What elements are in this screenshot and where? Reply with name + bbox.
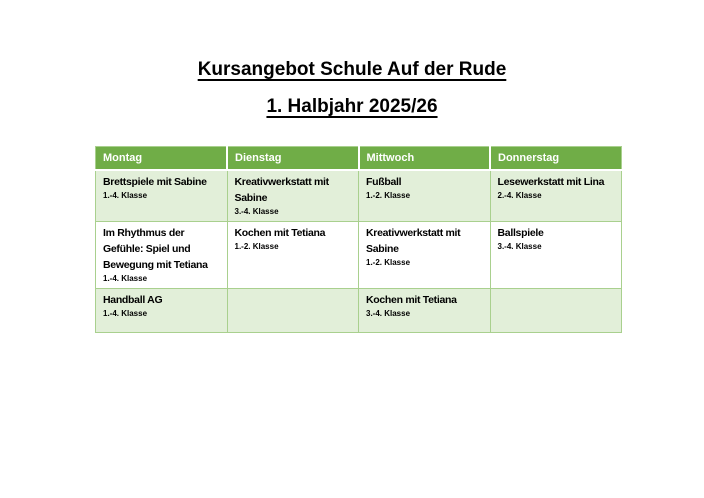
course-name: Ballspiele xyxy=(497,227,544,239)
course-name: Handball AG xyxy=(103,294,163,306)
course-grade: 1.-4. Klasse xyxy=(103,191,148,200)
course-grade: 1.-2. Klasse xyxy=(234,242,279,251)
table-cell-montag-2 xyxy=(96,222,228,289)
course-grade: 1.-2. Klasse xyxy=(366,191,411,200)
table-row xyxy=(96,222,622,289)
course-grade: 3.-4. Klasse xyxy=(366,309,411,318)
table-cell-montag-3 xyxy=(96,289,228,333)
course-name: Fußball xyxy=(366,176,402,188)
course-grade: 3.-4. Klasse xyxy=(234,207,279,216)
course-name: Kreativwerkstatt mit Sabine xyxy=(366,227,461,255)
document-title: Kursangebot Schule Auf der Rude xyxy=(197,59,507,80)
course-grade: 2.-4. Klasse xyxy=(497,191,542,200)
table-cell-donnerstag-2 xyxy=(490,222,622,289)
course-name: Kochen mit Tetiana xyxy=(366,294,457,306)
table-header-row xyxy=(96,147,622,171)
course-grade: 3.-4. Klasse xyxy=(497,242,542,251)
table-cell-mittwoch-3 xyxy=(359,289,491,333)
table-cell-donnerstag-1 xyxy=(490,170,622,222)
table-row xyxy=(96,170,622,222)
course-grade: 1.-4. Klasse xyxy=(103,309,148,318)
table-cell-dienstag-2 xyxy=(227,222,359,289)
course-name: Brettspiele mit Sabine xyxy=(103,176,207,188)
course-grade: 1.-2. Klasse xyxy=(366,258,411,267)
column-header-montag: Montag xyxy=(96,147,228,171)
table-cell-dienstag-1 xyxy=(227,170,359,222)
course-name: Lesewerkstatt mit Lina xyxy=(497,176,605,188)
course-name: Im Rhythmus der Gefühle: Spiel und Bewegung mit Tetiana xyxy=(103,227,208,271)
table-row xyxy=(96,289,622,333)
column-header-mittwoch: Mittwoch xyxy=(359,147,491,171)
course-name: Kreativwerkstatt mit Sabine xyxy=(234,176,329,204)
course-grade: 1.-4. Klasse xyxy=(103,274,148,283)
course-name: Kochen mit Tetiana xyxy=(234,227,326,239)
table-cell-mittwoch-1 xyxy=(359,170,491,222)
course-schedule-table xyxy=(95,146,622,333)
column-header-donnerstag: Donnerstag xyxy=(490,147,622,171)
document-subtitle: 1. Halbjahr 2025/26 xyxy=(266,96,438,117)
table-cell-montag-1 xyxy=(96,170,228,222)
table-cell-mittwoch-2 xyxy=(359,222,491,289)
table-cell-donnerstag-3 xyxy=(490,289,622,333)
table-cell-dienstag-3 xyxy=(227,289,359,333)
column-header-dienstag: Dienstag xyxy=(227,147,359,171)
